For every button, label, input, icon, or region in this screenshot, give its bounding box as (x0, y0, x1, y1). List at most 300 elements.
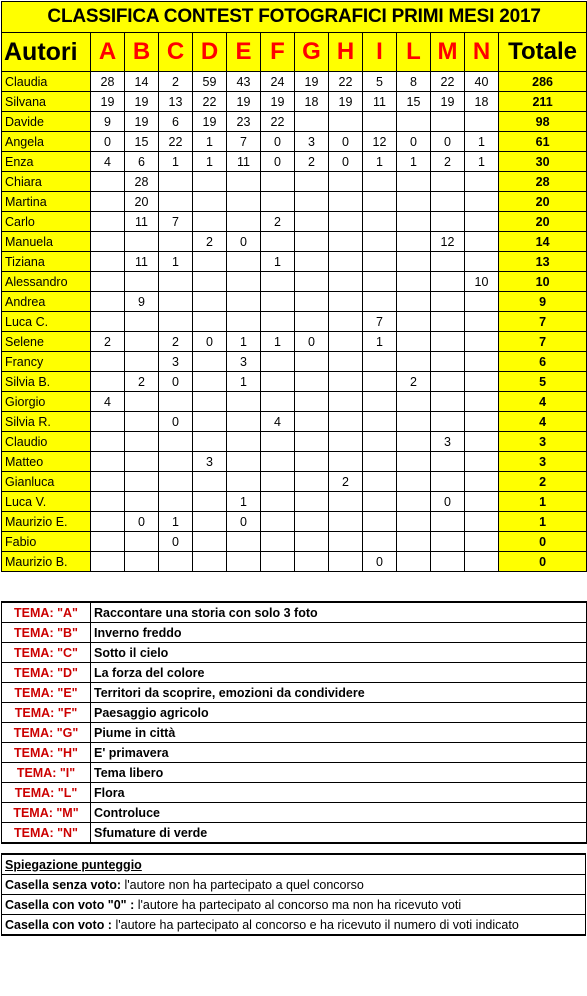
score-cell-i (363, 532, 397, 552)
score-cell-c: 0 (159, 412, 193, 432)
score-cell-n (465, 172, 499, 192)
score-cell-l: 15 (397, 92, 431, 112)
theme-name: Sotto il cielo (91, 643, 587, 663)
score-cell-d: 3 (193, 452, 227, 472)
score-cell-f: 1 (261, 332, 295, 352)
themes-top-border (2, 593, 587, 602)
score-cell-n (465, 412, 499, 432)
explanation-line (2, 875, 586, 895)
score-cell-m: 0 (431, 132, 465, 152)
score-cell-d: 22 (193, 92, 227, 112)
table-row (2, 92, 587, 112)
score-cell-d (193, 172, 227, 192)
total-cell: 98 (499, 112, 587, 132)
score-cell-m (431, 472, 465, 492)
score-cell-i: 1 (363, 332, 397, 352)
score-cell-e (227, 192, 261, 212)
score-cell-n (465, 232, 499, 252)
table-row (2, 412, 587, 432)
score-cell-i (363, 112, 397, 132)
score-cell-m (431, 512, 465, 532)
score-cell-b (125, 452, 159, 472)
explanation-title-row (2, 854, 586, 875)
score-cell-b: 11 (125, 252, 159, 272)
score-cell-d (193, 532, 227, 552)
score-cell-i: 12 (363, 132, 397, 152)
score-cell-e: 0 (227, 232, 261, 252)
score-cell-a: 19 (91, 92, 125, 112)
score-cell-b (125, 552, 159, 572)
score-cell-f (261, 272, 295, 292)
score-cell-b (125, 472, 159, 492)
score-cell-c (159, 192, 193, 212)
score-cell-n (465, 112, 499, 132)
score-cell-c (159, 312, 193, 332)
score-cell-d (193, 272, 227, 292)
column-header-f: F (261, 33, 295, 72)
theme-name: Tema libero (91, 763, 587, 783)
score-cell-l: 1 (397, 152, 431, 172)
score-cell-h (329, 292, 363, 312)
total-cell: 286 (499, 72, 587, 92)
score-cell-l (397, 352, 431, 372)
score-cell-b (125, 232, 159, 252)
score-cell-f (261, 532, 295, 552)
score-cell-a (91, 372, 125, 392)
total-cell: 0 (499, 532, 587, 552)
author-name: Silvana (2, 92, 91, 112)
theme-key: TEMA: "N" (2, 823, 91, 844)
score-cell-d (193, 412, 227, 432)
author-name: Tiziana (2, 252, 91, 272)
score-cell-a (91, 232, 125, 252)
theme-name: Inverno freddo (91, 623, 587, 643)
score-cell-h (329, 492, 363, 512)
score-cell-g (295, 452, 329, 472)
score-cell-e (227, 532, 261, 552)
total-cell: 6 (499, 352, 587, 372)
table-row (2, 192, 587, 212)
score-cell-n (465, 192, 499, 212)
score-cell-l (397, 112, 431, 132)
score-cell-l (397, 232, 431, 252)
score-cell-l (397, 252, 431, 272)
score-cell-f: 4 (261, 412, 295, 432)
score-cell-m (431, 212, 465, 232)
score-cell-g (295, 112, 329, 132)
score-cell-d: 1 (193, 132, 227, 152)
score-cell-h (329, 332, 363, 352)
table-row (2, 232, 587, 252)
table-row (2, 392, 587, 412)
explanation-cell (2, 915, 586, 936)
score-cell-b (125, 532, 159, 552)
score-cell-i (363, 412, 397, 432)
score-cell-a: 0 (91, 132, 125, 152)
score-cell-g (295, 412, 329, 432)
score-cell-b (125, 432, 159, 452)
score-cell-c (159, 232, 193, 252)
total-cell: 1 (499, 492, 587, 512)
explanation-box (1, 853, 586, 936)
score-cell-h (329, 432, 363, 452)
themes-table (1, 593, 587, 844)
score-cell-l (397, 292, 431, 312)
score-cell-l: 8 (397, 72, 431, 92)
score-cell-i (363, 432, 397, 452)
score-cell-f: 2 (261, 212, 295, 232)
score-cell-d (193, 292, 227, 312)
score-cell-g (295, 432, 329, 452)
score-cell-e (227, 252, 261, 272)
score-cell-d (193, 432, 227, 452)
score-cell-h (329, 372, 363, 392)
score-cell-c (159, 472, 193, 492)
score-cell-l (397, 512, 431, 532)
score-cell-l (397, 412, 431, 432)
table-row (2, 432, 587, 452)
score-cell-i (363, 492, 397, 512)
score-cell-f (261, 512, 295, 532)
score-cell-c (159, 432, 193, 452)
score-cell-b: 14 (125, 72, 159, 92)
total-cell: 30 (499, 152, 587, 172)
score-cell-a (91, 512, 125, 532)
score-cell-g: 0 (295, 332, 329, 352)
score-cell-d (193, 352, 227, 372)
score-cell-n: 40 (465, 72, 499, 92)
score-cell-m: 22 (431, 72, 465, 92)
score-cell-g (295, 552, 329, 572)
author-name: Francy (2, 352, 91, 372)
score-cell-c (159, 392, 193, 412)
score-cell-d (193, 392, 227, 412)
score-cell-l (397, 392, 431, 412)
score-cell-b (125, 272, 159, 292)
score-cell-f (261, 232, 295, 252)
explanation-label: Casella senza voto: (5, 877, 122, 892)
score-cell-n (465, 492, 499, 512)
score-cell-a (91, 412, 125, 432)
score-cell-b: 6 (125, 152, 159, 172)
author-name: Enza (2, 152, 91, 172)
score-cell-a: 9 (91, 112, 125, 132)
score-cell-a (91, 252, 125, 272)
author-name: Carlo (2, 212, 91, 232)
theme-key: TEMA: "D" (2, 663, 91, 683)
score-cell-m: 0 (431, 492, 465, 512)
score-cell-d (193, 312, 227, 332)
total-cell: 28 (499, 172, 587, 192)
score-cell-i (363, 472, 397, 492)
score-cell-d: 59 (193, 72, 227, 92)
table-row (2, 72, 587, 92)
score-cell-f (261, 472, 295, 492)
score-cell-i (363, 452, 397, 472)
score-cell-i: 7 (363, 312, 397, 332)
total-cell: 0 (499, 552, 587, 572)
theme-key: TEMA: "L" (2, 783, 91, 803)
score-cell-c: 6 (159, 112, 193, 132)
total-cell: 211 (499, 92, 587, 112)
score-cell-i: 5 (363, 72, 397, 92)
explanation-text: l'autore non ha partecipato a quel concorso (121, 877, 364, 892)
score-cell-h: 0 (329, 132, 363, 152)
score-cell-m (431, 352, 465, 372)
table-row (2, 132, 587, 152)
score-cell-h: 2 (329, 472, 363, 492)
score-cell-a: 28 (91, 72, 125, 92)
score-cell-g (295, 392, 329, 412)
score-cell-h (329, 112, 363, 132)
table-row (2, 112, 587, 132)
score-cell-f (261, 492, 295, 512)
score-cell-c: 1 (159, 252, 193, 272)
score-cell-i (363, 272, 397, 292)
column-header-g: G (295, 33, 329, 72)
score-cell-a (91, 292, 125, 312)
score-cell-b (125, 412, 159, 432)
column-header-n: N (465, 33, 499, 72)
score-cell-m: 19 (431, 92, 465, 112)
score-cell-m (431, 452, 465, 472)
header-row (2, 33, 587, 72)
score-cell-c: 0 (159, 532, 193, 552)
score-cell-l (397, 472, 431, 492)
score-table (1, 1, 587, 572)
score-cell-l (397, 312, 431, 332)
score-cell-i: 11 (363, 92, 397, 112)
author-name: Andrea (2, 292, 91, 312)
score-cell-n: 18 (465, 92, 499, 112)
score-cell-g (295, 252, 329, 272)
theme-name: Raccontare una storia con solo 3 foto (91, 602, 587, 623)
author-name: Silvia R. (2, 412, 91, 432)
theme-row (2, 602, 587, 623)
author-name: Fabio (2, 532, 91, 552)
score-cell-c: 2 (159, 72, 193, 92)
score-cell-f (261, 172, 295, 192)
score-cell-a (91, 192, 125, 212)
score-cell-b: 19 (125, 92, 159, 112)
score-cell-g: 18 (295, 92, 329, 112)
table-row (2, 532, 587, 552)
score-cell-m (431, 172, 465, 192)
theme-row (2, 663, 587, 683)
score-cell-c: 1 (159, 512, 193, 532)
explanation-line (2, 895, 586, 915)
score-cell-b (125, 392, 159, 412)
theme-key: TEMA: "G" (2, 723, 91, 743)
theme-row (2, 703, 587, 723)
score-cell-h (329, 392, 363, 412)
theme-key: TEMA: "E" (2, 683, 91, 703)
score-cell-n (465, 432, 499, 452)
score-cell-i (363, 372, 397, 392)
score-cell-m (431, 312, 465, 332)
score-cell-n (465, 452, 499, 472)
score-cell-n (465, 512, 499, 532)
score-cell-l (397, 192, 431, 212)
total-cell: 9 (499, 292, 587, 312)
score-cell-h: 19 (329, 92, 363, 112)
theme-name: Territori da scoprire, emozioni da condividere (91, 683, 587, 703)
score-cell-a (91, 352, 125, 372)
score-cell-h (329, 212, 363, 232)
theme-name: Sfumature di verde (91, 823, 587, 844)
score-cell-f (261, 432, 295, 452)
score-cell-e (227, 172, 261, 192)
score-cell-l (397, 492, 431, 512)
score-cell-c (159, 172, 193, 192)
score-cell-n (465, 252, 499, 272)
table-row (2, 272, 587, 292)
score-cell-i (363, 392, 397, 412)
explanation-text: l'autore ha partecipato al concorso ma non ha ricevuto voti (134, 897, 462, 912)
score-cell-e: 0 (227, 512, 261, 532)
score-cell-e (227, 392, 261, 412)
author-name: Alessandro (2, 272, 91, 292)
theme-key: TEMA: "I" (2, 763, 91, 783)
score-cell-m (431, 372, 465, 392)
score-cell-h (329, 172, 363, 192)
score-cell-b: 2 (125, 372, 159, 392)
score-cell-f: 0 (261, 152, 295, 172)
author-name: Davide (2, 112, 91, 132)
score-cell-m (431, 392, 465, 412)
theme-name: E' primavera (91, 743, 587, 763)
score-cell-f: 24 (261, 72, 295, 92)
score-cell-g (295, 472, 329, 492)
score-cell-b (125, 312, 159, 332)
score-cell-a (91, 552, 125, 572)
table-row (2, 452, 587, 472)
score-cell-n: 1 (465, 152, 499, 172)
column-header-i: I (363, 33, 397, 72)
score-cell-m (431, 292, 465, 312)
score-cell-e: 7 (227, 132, 261, 152)
score-cell-h (329, 312, 363, 332)
score-cell-h (329, 232, 363, 252)
author-name: Luca C. (2, 312, 91, 332)
table-row (2, 372, 587, 392)
total-cell: 2 (499, 472, 587, 492)
score-cell-d (193, 492, 227, 512)
total-cell: 1 (499, 512, 587, 532)
score-cell-g (295, 492, 329, 512)
score-cell-m (431, 272, 465, 292)
score-cell-d (193, 192, 227, 212)
score-cell-n (465, 352, 499, 372)
score-cell-f (261, 372, 295, 392)
score-cell-l (397, 532, 431, 552)
score-cell-n (465, 392, 499, 412)
score-cell-h (329, 512, 363, 532)
total-cell: 20 (499, 212, 587, 232)
score-cell-c: 3 (159, 352, 193, 372)
column-header-e: E (227, 33, 261, 72)
score-cell-e (227, 472, 261, 492)
author-name: Gianluca (2, 472, 91, 492)
title-row (2, 2, 587, 33)
score-cell-b (125, 492, 159, 512)
author-name: Luca V. (2, 492, 91, 512)
column-header-m: M (431, 33, 465, 72)
score-cell-c: 13 (159, 92, 193, 112)
score-cell-m (431, 332, 465, 352)
score-cell-d (193, 372, 227, 392)
score-cell-i (363, 192, 397, 212)
author-name: Maurizio B. (2, 552, 91, 572)
score-cell-m (431, 412, 465, 432)
score-cell-e (227, 292, 261, 312)
table-row (2, 492, 587, 512)
score-cell-l (397, 452, 431, 472)
table-row (2, 472, 587, 492)
score-cell-n: 10 (465, 272, 499, 292)
column-header-a: A (91, 33, 125, 72)
score-cell-m (431, 552, 465, 572)
score-cell-e (227, 272, 261, 292)
score-cell-e (227, 452, 261, 472)
score-cell-f (261, 292, 295, 312)
score-cell-e: 1 (227, 372, 261, 392)
score-cell-e (227, 312, 261, 332)
explanation-cell (2, 875, 586, 895)
score-cell-c: 7 (159, 212, 193, 232)
score-cell-m (431, 532, 465, 552)
score-cell-b: 9 (125, 292, 159, 312)
score-cell-d: 19 (193, 112, 227, 132)
score-cell-a (91, 452, 125, 472)
author-name: Maurizio E. (2, 512, 91, 532)
explanation-title: Spiegazione punteggio (2, 854, 586, 875)
score-cell-f (261, 312, 295, 332)
theme-key: TEMA: "C" (2, 643, 91, 663)
author-name: Angela (2, 132, 91, 152)
total-cell: 10 (499, 272, 587, 292)
score-cell-i: 0 (363, 552, 397, 572)
theme-name: Flora (91, 783, 587, 803)
score-cell-f (261, 452, 295, 472)
column-header-c: C (159, 33, 193, 72)
score-cell-i (363, 252, 397, 272)
total-cell: 7 (499, 332, 587, 352)
score-cell-h (329, 452, 363, 472)
score-cell-a: 2 (91, 332, 125, 352)
score-cell-e (227, 432, 261, 452)
score-cell-d (193, 552, 227, 572)
score-cell-f: 22 (261, 112, 295, 132)
total-cell: 3 (499, 452, 587, 472)
theme-key: TEMA: "H" (2, 743, 91, 763)
score-cell-h (329, 552, 363, 572)
score-cell-e: 3 (227, 352, 261, 372)
total-cell: 5 (499, 372, 587, 392)
theme-key: TEMA: "F" (2, 703, 91, 723)
theme-key: TEMA: "B" (2, 623, 91, 643)
score-cell-f (261, 552, 295, 572)
theme-row (2, 783, 587, 803)
theme-row (2, 723, 587, 743)
score-cell-l (397, 172, 431, 192)
score-cell-a: 4 (91, 152, 125, 172)
table-row (2, 332, 587, 352)
score-cell-c (159, 552, 193, 572)
score-cell-b: 19 (125, 112, 159, 132)
table-row (2, 172, 587, 192)
theme-row (2, 643, 587, 663)
